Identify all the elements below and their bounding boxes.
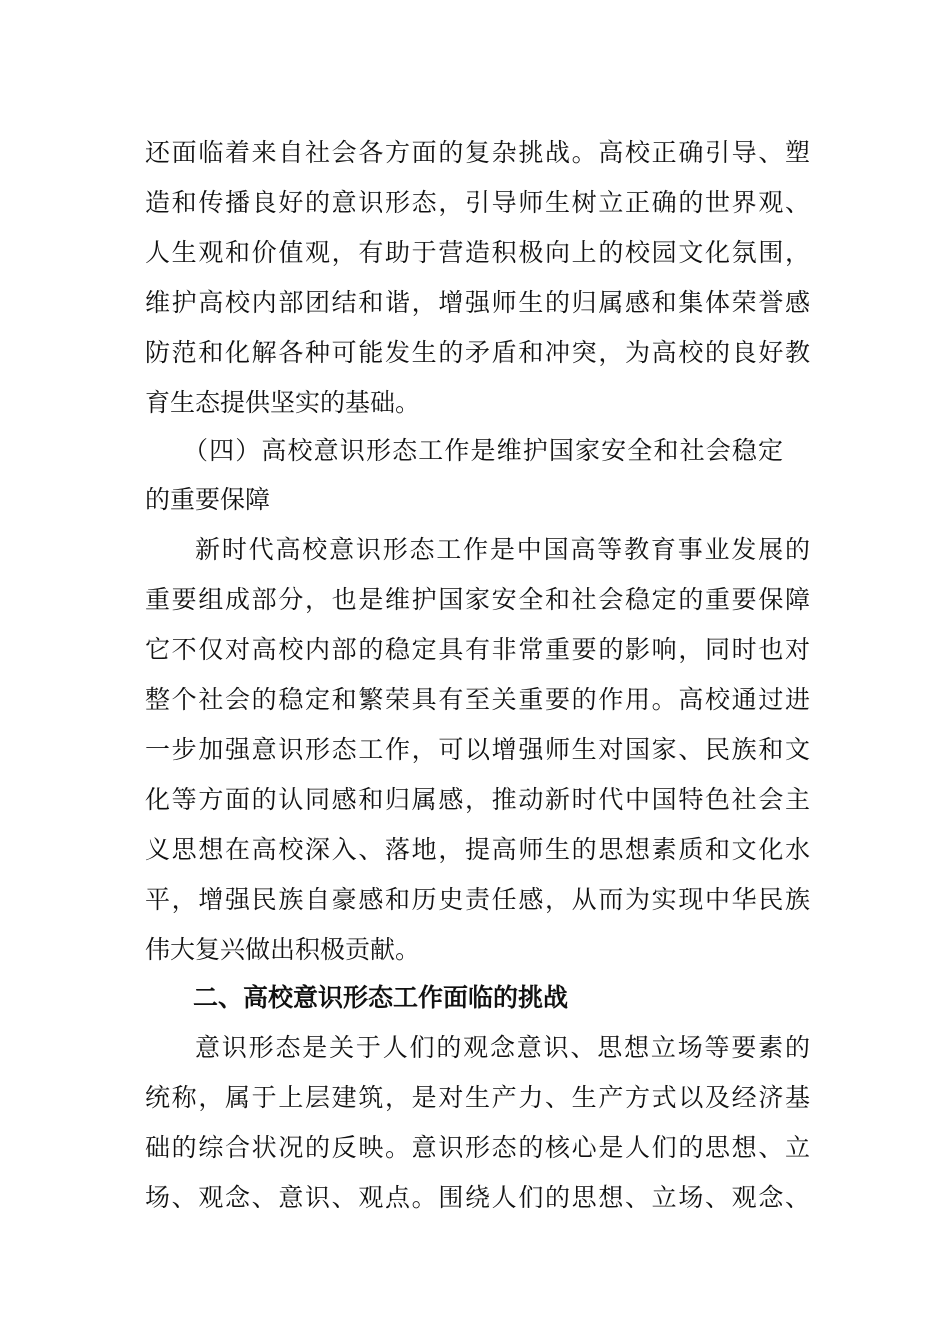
paragraph-line: 育生态提供坚实的基础。: [145, 388, 421, 417]
paragraph-line: 重要组成部分，也是维护国家安全和社会稳定的重要保障: [145, 585, 810, 614]
paragraph-line: 还面临着来自社会各方面的复杂挑战。高校正确引导、塑: [145, 138, 810, 167]
subheading-line: （四）高校意识形态工作是维护国家安全和社会稳定: [183, 436, 783, 465]
paragraph-line: 防范和化解各种可能发生的矛盾和冲突，为高校的良好教: [145, 338, 810, 367]
paragraph-line: 整个社会的稳定和繁荣具有至关重要的作用。高校通过进: [145, 685, 810, 714]
paragraph-line: 人生观和价值观，有助于营造积极向上的校园文化氛围，: [145, 238, 810, 267]
paragraph-line: 义思想在高校深入、落地，提高师生的思想素质和文化水: [145, 835, 810, 864]
paragraph-line: 一步加强意识形态工作，可以增强师生对国家、民族和文: [145, 735, 810, 764]
paragraph-line: 意识形态是关于人们的观念意识、思想立场等要素的: [195, 1033, 810, 1062]
paragraph-line: 化等方面的认同感和归属感，推动新时代中国特色社会主: [145, 785, 810, 814]
paragraph-line: 维护高校内部团结和谐，增强师生的归属感和集体荣誉感: [145, 288, 810, 317]
paragraph-line: 平，增强民族自豪感和历史责任感，从而为实现中华民族: [145, 885, 810, 914]
paragraph-line: 新时代高校意识形态工作是中国高等教育事业发展的: [195, 535, 810, 564]
paragraph-line: 它不仅对高校内部的稳定具有非常重要的影响，同时也对: [145, 635, 810, 664]
paragraph-line: 统称，属于上层建筑，是对生产力、生产方式以及经济基: [145, 1083, 810, 1112]
paragraph-line: 伟大复兴做出积极贡献。: [145, 935, 421, 964]
paragraph-line: 础的综合状况的反映。意识形态的核心是人们的思想、立: [145, 1133, 810, 1162]
subheading-line: 的重要保障: [145, 485, 271, 514]
section-heading: 二、高校意识形态工作面临的挑战: [193, 983, 569, 1012]
paragraph-line: 场、观念、意识、观点。围绕人们的思想、立场、观念、: [145, 1183, 810, 1212]
paragraph-line: 造和传播良好的意识形态，引导师生树立正确的世界观、: [145, 188, 810, 217]
